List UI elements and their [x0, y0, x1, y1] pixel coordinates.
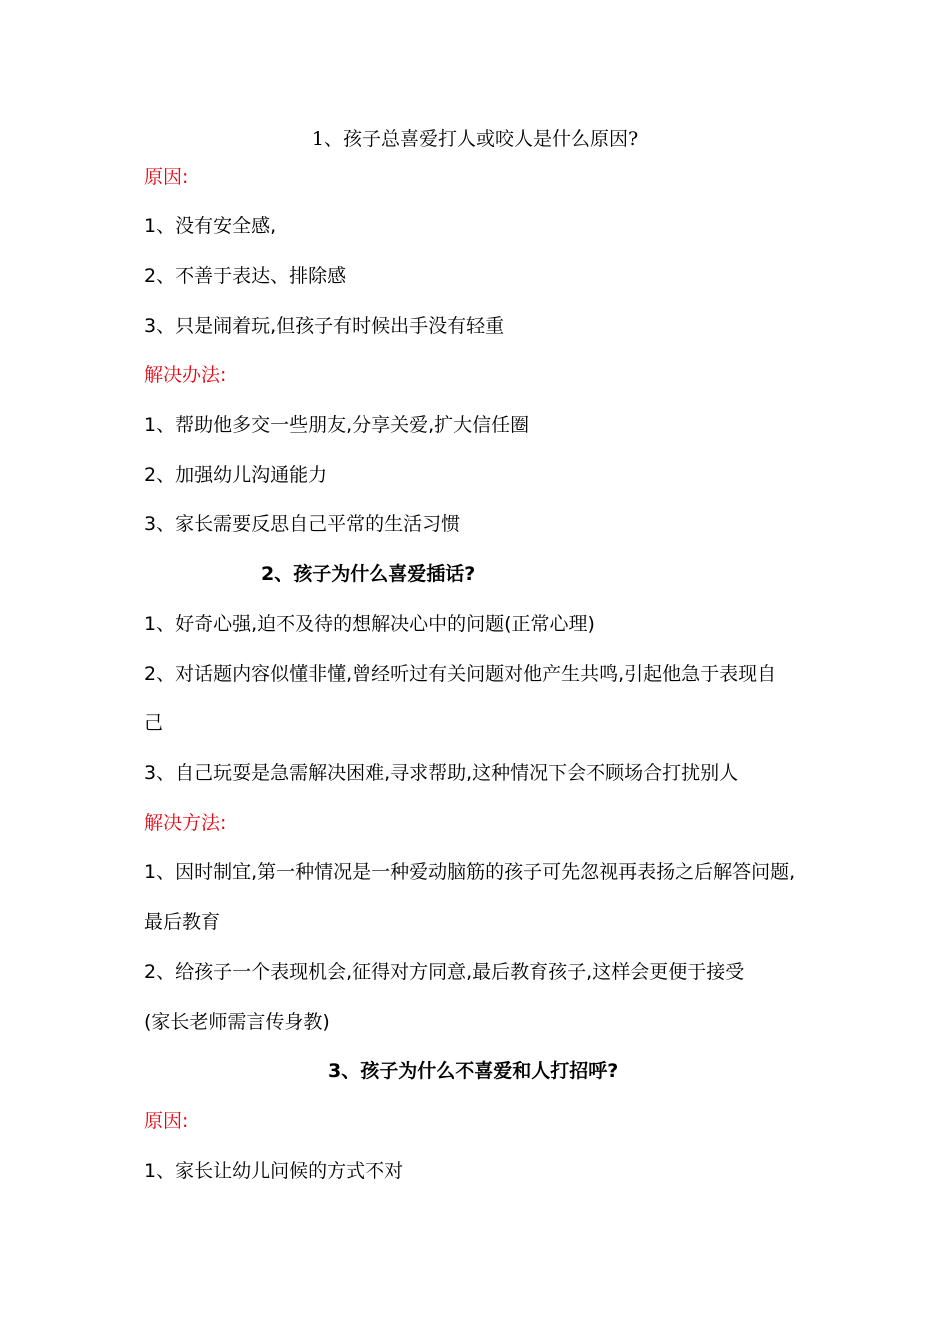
- section2-reason-item-continued: 己: [144, 712, 164, 734]
- section2-reason-item: 3、自己玩耍是急需解决困难,寻求帮助,这种情况下会不顾场合打扰别人: [144, 762, 739, 784]
- section1-reason-label: 原因:: [144, 166, 189, 188]
- section1-solution-item: 3、家长需要反思自己平常的生活习惯: [144, 513, 461, 535]
- section1-reason-item: 2、不善于表达、排除感: [144, 265, 347, 287]
- section1-solution-item: 2、加强幼儿沟通能力: [144, 464, 328, 486]
- section1-title: 1、孩子总喜爱打人或咬人是什么原因?: [311, 128, 639, 150]
- section2-solution-label: 解决方法:: [144, 812, 227, 834]
- section2-solution-item: 2、给孩子一个表现机会,征得对方同意,最后教育孩子,这样会更便于接受: [144, 961, 745, 983]
- section2-solution-item-continued: (家长老师需言传身教): [144, 1011, 330, 1033]
- section3-title: 3、孩子为什么不喜爱和人打招呼?: [328, 1060, 619, 1082]
- section2-reason-item: 1、好奇心强,迫不及待的想解决心中的问题(正常心理): [144, 613, 595, 635]
- section2-solution-item-continued: 最后教育: [144, 911, 221, 933]
- section1-solution-item: 1、帮助他多交一些朋友,分享关爱,扩大信任圈: [144, 414, 530, 436]
- section2-reason-item: 2、对话题内容似懂非懂,曾经听过有关问题对他产生共鸣,引起他急于表现自: [144, 663, 777, 685]
- section3-reason-item: 1、家长让幼儿问候的方式不对: [144, 1160, 404, 1182]
- section1-reason-item: 1、没有安全感,: [144, 215, 277, 237]
- section2-title: 2、孩子为什么喜爱插话?: [261, 563, 476, 585]
- section3-reason-label: 原因:: [144, 1110, 189, 1132]
- section2-solution-item: 1、因时制宜,第一种情况是一种爱动脑筋的孩子可先忽视再表扬之后解答问题,: [144, 861, 796, 883]
- section1-reason-item: 3、只是闹着玩,但孩子有时候出手没有轻重: [144, 315, 505, 337]
- section1-solution-label: 解决办法:: [144, 364, 227, 386]
